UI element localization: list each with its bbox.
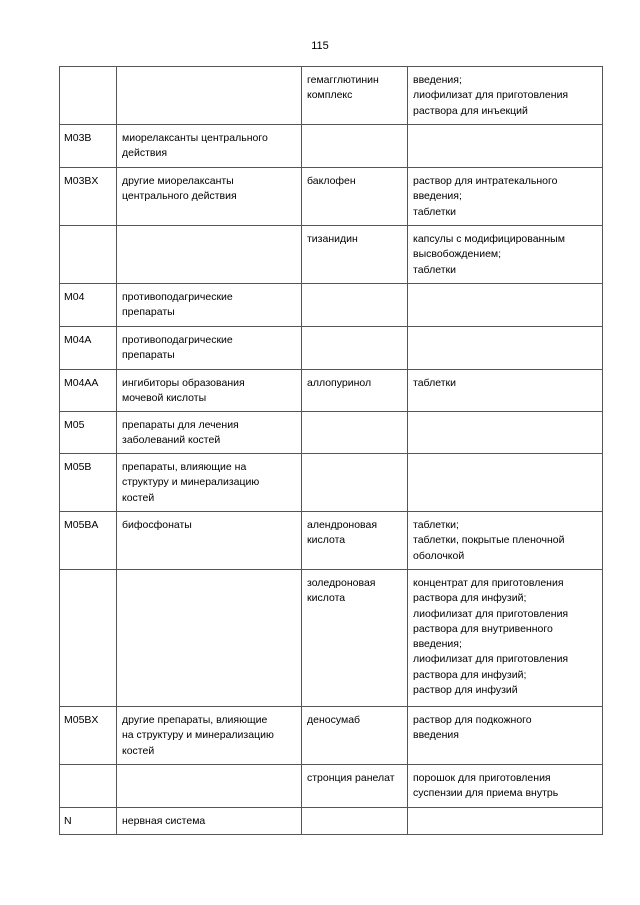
table-row xyxy=(60,327,603,370)
atc-code-cell xyxy=(60,67,117,125)
atc-code-cell xyxy=(60,226,117,284)
drug-name-cell xyxy=(302,454,408,512)
group-name-cell xyxy=(117,570,302,707)
drug-name-cell: баклофен xyxy=(302,168,408,226)
dosage-form-cell xyxy=(408,327,603,370)
table-row xyxy=(60,412,603,454)
group-name-cell: бифосфонаты xyxy=(117,512,302,570)
dosage-form-cell: капсулы с модифицированным высвобождением; таблетки xyxy=(408,226,603,284)
dosage-form-cell xyxy=(408,125,603,168)
table-row xyxy=(60,808,603,835)
group-name-cell xyxy=(117,67,302,125)
dosage-form-cell xyxy=(408,412,603,454)
atc-code-cell xyxy=(60,765,117,808)
table-row xyxy=(60,125,603,168)
table-row xyxy=(60,765,603,808)
atc-code-cell: M05B xyxy=(60,454,117,512)
drug-name-cell: деносумаб xyxy=(302,707,408,765)
group-name-cell: препараты для лечения заболеваний костей xyxy=(117,412,302,454)
group-name-cell: другие миорелаксанты центрального действия xyxy=(117,168,302,226)
drug-name-cell: гемагглютинин комплекс xyxy=(302,67,408,125)
atc-code-cell: M04A xyxy=(60,327,117,370)
atc-code-cell xyxy=(60,570,117,707)
atc-code-cell: M04AA xyxy=(60,370,117,412)
drug-name-cell xyxy=(302,412,408,454)
group-name-cell: другие препараты, влияющие на структуру и минерализацию костей xyxy=(117,707,302,765)
group-name-cell: миорелаксанты центрального действия xyxy=(117,125,302,168)
dosage-form-cell xyxy=(408,808,603,835)
drug-name-cell xyxy=(302,327,408,370)
table-row xyxy=(60,454,603,512)
drug-name-cell: тизанидин xyxy=(302,226,408,284)
atc-code-cell: N xyxy=(60,808,117,835)
dosage-form-cell: раствор для интратекального введения; таблетки xyxy=(408,168,603,226)
drug-name-cell xyxy=(302,125,408,168)
table-row xyxy=(60,370,603,412)
dosage-form-cell: раствор для подкожного введения xyxy=(408,707,603,765)
dosage-form-cell xyxy=(408,454,603,512)
group-name-cell: препараты, влияющие на структуру и минерализацию костей xyxy=(117,454,302,512)
atc-code-cell: M05 xyxy=(60,412,117,454)
dosage-form-cell: таблетки; таблетки, покрытые пленочной оболочкой xyxy=(408,512,603,570)
atc-code-cell: M05BA xyxy=(60,512,117,570)
atc-code-cell: M03BX xyxy=(60,168,117,226)
drug-name-cell: алендроновая кислота xyxy=(302,512,408,570)
table-row xyxy=(60,284,603,327)
drug-name-cell xyxy=(302,284,408,327)
table-row xyxy=(60,707,603,765)
group-name-cell: противоподагрические препараты xyxy=(117,284,302,327)
table-row xyxy=(60,570,603,707)
atc-code-cell: M04 xyxy=(60,284,117,327)
drug-name-cell: аллопуринол xyxy=(302,370,408,412)
group-name-cell: нервная система xyxy=(117,808,302,835)
dosage-form-cell: порошок для приготовления суспензии для приема внутрь xyxy=(408,765,603,808)
atc-code-cell: M05BX xyxy=(60,707,117,765)
table-row xyxy=(60,67,603,125)
drug-name-cell: стронция ранелат xyxy=(302,765,408,808)
dosage-form-cell: таблетки xyxy=(408,370,603,412)
page-number: 115 xyxy=(311,40,329,52)
drug-name-cell xyxy=(302,808,408,835)
table-row xyxy=(60,512,603,570)
group-name-cell xyxy=(117,226,302,284)
drug-classification-table xyxy=(59,66,603,835)
group-name-cell: противоподагрические препараты xyxy=(117,327,302,370)
group-name-cell: ингибиторы образования мочевой кислоты xyxy=(117,370,302,412)
dosage-form-cell xyxy=(408,284,603,327)
group-name-cell xyxy=(117,765,302,808)
table-row xyxy=(60,226,603,284)
table-row xyxy=(60,168,603,226)
dosage-form-cell: введения; лиофилизат для приготовления раствора для инъекций xyxy=(408,67,603,125)
drug-name-cell: золедроновая кислота xyxy=(302,570,408,707)
dosage-form-cell: концентрат для приготовления раствора для инфузий; лиофилизат для приготовления раствора для внутривенного введения; лиофилизат для приготовления раствора для инфузий; раствор для инфузий xyxy=(408,570,603,707)
atc-code-cell: M03B xyxy=(60,125,117,168)
